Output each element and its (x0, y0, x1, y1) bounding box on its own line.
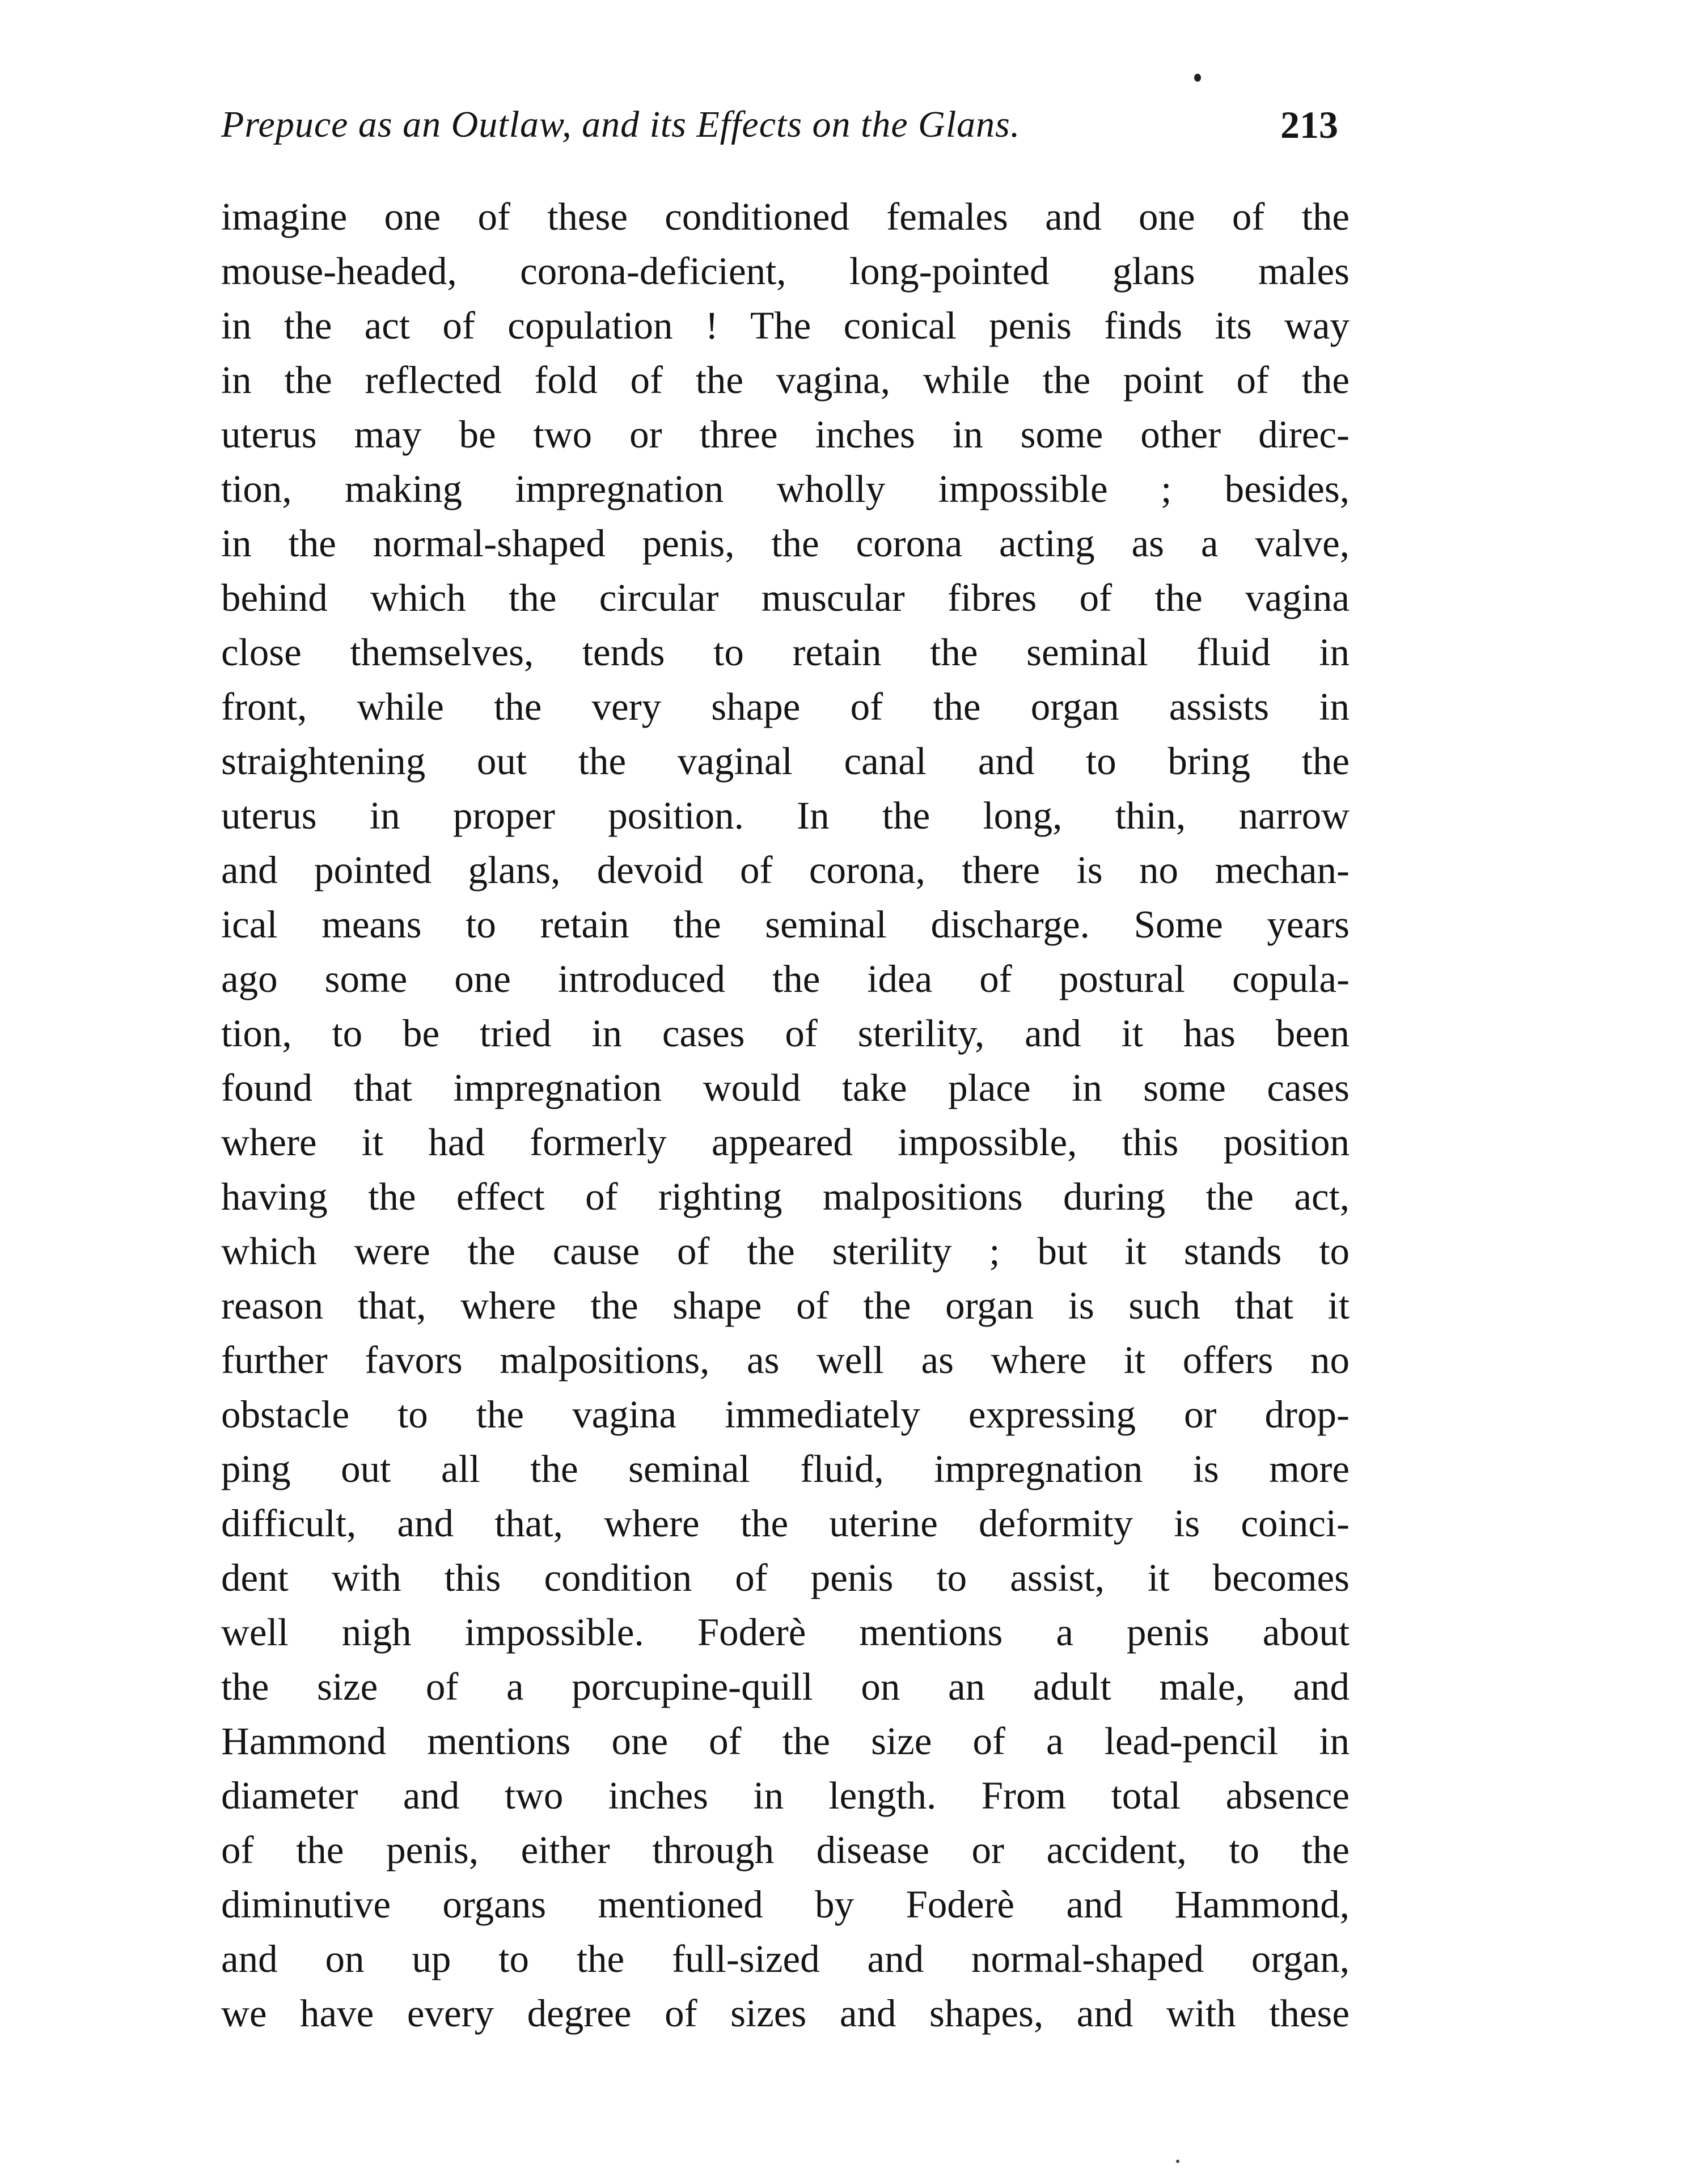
text-line: tion, making impregnation wholly impossible ; besides, (221, 467, 1350, 510)
text-line: front, while the very shape of the organ assists in (221, 685, 1350, 728)
text-line: tion, to be tried in cases of sterility, and it has been (221, 1012, 1350, 1055)
text-line: close themselves, tends to retain the seminal fluid in (221, 631, 1350, 674)
text-line: straightening out the vaginal canal and to bring the (221, 740, 1350, 783)
text-line: we have every degree of sizes and shapes, and with these (221, 1992, 1350, 2035)
text-line: Hammond mentions one of the size of a lead-pencil in (221, 1720, 1350, 1763)
page-number: 213 (1280, 103, 1338, 146)
text-line: and pointed glans, devoid of corona, there is no mechan- (221, 848, 1350, 892)
running-header (215, 96, 1338, 153)
text-line: ago some one introduced the idea of postural copula- (221, 957, 1350, 1000)
text-line: and on up to the full-sized and normal-shaped organ, (221, 1937, 1350, 1980)
text-line: having the effect of righting malpositions during the act, (221, 1175, 1350, 1218)
text-line: in the act of copulation ! The conical penis finds its way (221, 304, 1350, 347)
text-line: where it had formerly appeared impossible, this position (221, 1121, 1350, 1164)
text-line: uterus in proper position. In the long, thin, narrow (221, 794, 1350, 837)
text-line: which were the cause of the sterility ; but it stands to (221, 1230, 1350, 1273)
text-line: behind which the circular muscular fibres of the vagina (221, 576, 1350, 619)
text-line: the size of a porcupine-quill on an adult male, and (221, 1665, 1350, 1708)
text-line: of the penis, either through disease or accident, to the (221, 1828, 1350, 1872)
text-line: difficult, and that, where the uterine deformity is coinci- (221, 1502, 1350, 1545)
text-line: diameter and two inches in length. From total absence (221, 1774, 1350, 1817)
text-line: obstacle to the vagina immediately expressing or drop- (221, 1393, 1350, 1436)
text-line: ical means to retain the seminal discharge. Some years (221, 903, 1350, 946)
text-line: in the normal-shaped penis, the corona acting as a valve, (221, 522, 1350, 565)
ink-speck-top (1194, 74, 1201, 82)
ink-speck-bottom (1176, 2160, 1179, 2163)
text-line: found that impregnation would take place in some cases (221, 1066, 1350, 1109)
text-line: well nigh impossible. Foderè mentions a penis about (221, 1611, 1350, 1654)
text-line: in the reflected fold of the vagina, while the point of the (221, 358, 1350, 402)
text-line: imagine one of these conditioned females and one of the (221, 195, 1350, 238)
text-line: further favors malpositions, as well as where it offers no (221, 1338, 1350, 1382)
text-line: ping out all the seminal fluid, impregnation is more (221, 1447, 1350, 1490)
running-title: Prepuce as an Outlaw, and its Effects on the Glans. (221, 104, 1021, 145)
text-line: reason that, where the shape of the organ is such that it (221, 1284, 1350, 1327)
text-line: diminutive organs mentioned by Foderè and Hammond, (221, 1883, 1350, 1926)
text-line: dent with this condition of penis to assist, it becomes (221, 1556, 1350, 1599)
text-line: mouse-headed, corona-deficient, long-pointed glans males (221, 250, 1350, 293)
text-line: uterus may be two or three inches in some other direc- (221, 413, 1350, 456)
body-text (221, 189, 1350, 2041)
